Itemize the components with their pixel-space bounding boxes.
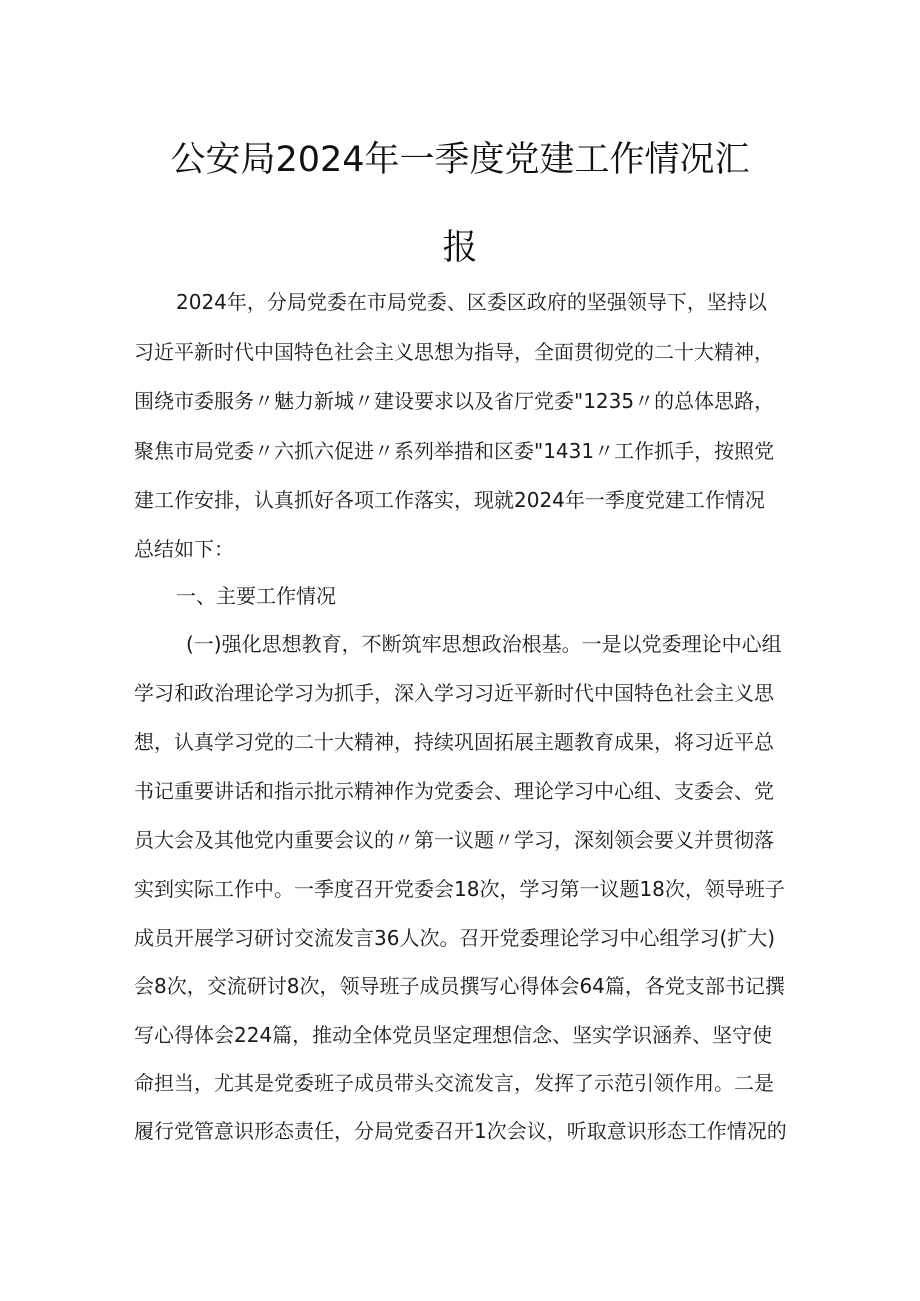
intro-line: 总结如下： xyxy=(134,537,234,561)
body-line: 会8次，交流研讨8次，领导班子成员撰写心得体会64篇，各党支部书记撰 xyxy=(134,974,785,998)
document-title-line-2: 报 xyxy=(442,228,478,268)
body-line: 员大会及其他党内重要会议的〃第一议题〃学习，深刻领会要义并贯彻落 xyxy=(134,828,774,852)
body-line: 履行党管意识形态责任，分局党委召开1次会议，听取意识形态工作情况的 xyxy=(134,1119,787,1143)
body-line: 学习和政治理论学习为抓手，深入学习习近平新时代中国特色社会主义思 xyxy=(134,681,774,705)
body-line: 实到实际工作中。一季度召开党委会18次，学习第一议题18次，领导班子 xyxy=(134,877,785,901)
body-line: 成员开展学习研讨交流发言36人次。召开党委理论学习中心组学习(扩大) xyxy=(134,926,776,950)
intro-line: 围绕市委服务〃魅力新城〃建设要求以及省厅党委"1235〃的总体思路， xyxy=(134,389,775,413)
body-line: (一)强化思想教育，不断筑牢思想政治根基。一是以党委理论中心组 xyxy=(186,632,782,656)
intro-line: 聚焦市局党委〃六抓六促进〃系列举措和区委"1431〃工作抓手，按照党 xyxy=(134,439,775,463)
document-title-line-1: 公安局2024年一季度党建工作情况汇 xyxy=(170,140,750,180)
intro-line: 2024年，分局党委在市局党委、区委区政府的坚强领导下，坚持以 xyxy=(176,290,767,314)
body-line: 命担当，尤其是党委班子成员带头交流发言，发挥了示范引领作用。二是 xyxy=(134,1071,774,1095)
intro-line: 习近平新时代中国特色社会主义思想为指导，全面贯彻党的二十大精神， xyxy=(134,340,774,364)
section-heading: 一、主要工作情况 xyxy=(176,584,336,608)
intro-line: 建工作安排，认真抓好各项工作落实，现就2024年一季度党建工作情况 xyxy=(134,488,765,512)
body-line: 书记重要讲话和指示批示精神作为党委会、理论学习中心组、支委会、党 xyxy=(134,779,774,803)
body-line: 写心得体会224篇，推动全体党员坚定理想信念、坚实学识涵养、坚守使 xyxy=(134,1023,773,1047)
body-line: 想，认真学习党的二十大精神，持续巩固拓展主题教育成果，将习近平总 xyxy=(134,730,774,754)
